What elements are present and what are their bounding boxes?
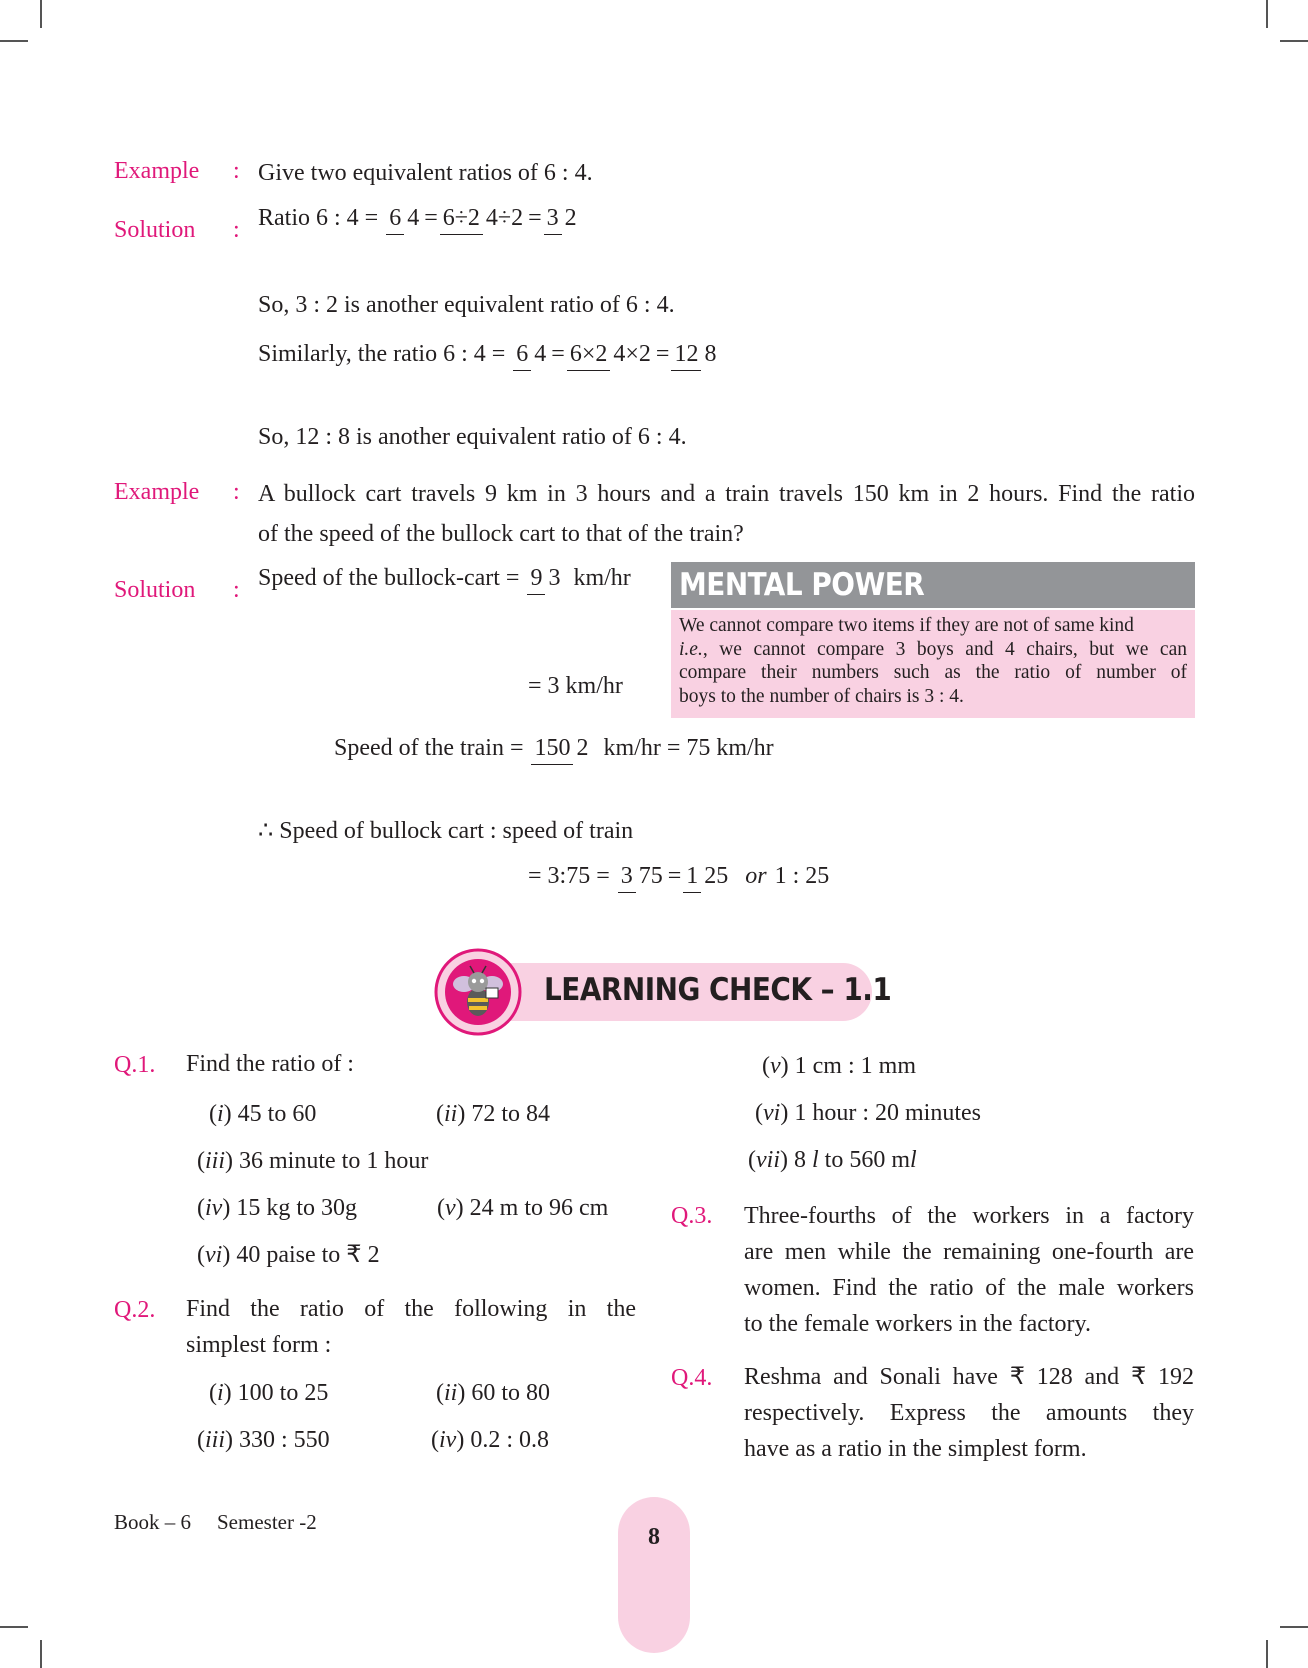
- learning-check-title: LEARNING CHECK – 1.1: [544, 972, 892, 1008]
- colon: :: [233, 577, 240, 603]
- footer-book: Book – 6: [114, 1510, 192, 1534]
- solution-label: Solution: [114, 217, 196, 243]
- question-text: [186, 1291, 636, 1363]
- crop-mark: [1280, 1626, 1308, 1628]
- equation-prefix: Speed of the bullock-cart =: [258, 565, 520, 591]
- fraction: 3 2: [544, 202, 580, 235]
- crop-mark: [40, 0, 42, 28]
- fraction: 6 4: [386, 202, 422, 235]
- fraction: 6×2 4×2: [567, 338, 654, 371]
- equation-suffix: 1 : 25: [774, 863, 830, 889]
- solution-text: ∴ Speed of bullock cart : speed of train: [258, 818, 634, 844]
- equation-prefix: = 3:75 =: [528, 863, 610, 889]
- example-text: Give two equivalent ratios of 6 : 4.: [258, 160, 593, 186]
- solution-text: So, 12 : 8 is another equivalent ratio of 6 : 4.: [258, 424, 687, 450]
- fraction: 150 2: [531, 732, 591, 765]
- example-text-line: [258, 479, 1195, 509]
- fraction: 6÷2 4÷2: [440, 202, 526, 235]
- text-line: have as a ratio in the simplest form.: [744, 1436, 1087, 1462]
- page-number: 8: [648, 1524, 660, 1550]
- fraction: 6 4: [513, 338, 549, 371]
- question-text: Find the ratio of :: [186, 1051, 354, 1077]
- text-line: are men while the remaining one-fourth are: [744, 1239, 1194, 1265]
- question-subitem: (vii) 8 l to 560 ml: [748, 1147, 917, 1173]
- question-subitem: (iv) 0.2 : 0.8: [431, 1427, 549, 1453]
- question-subitem: (vi) 1 hour : 20 minutes: [755, 1100, 981, 1126]
- question-subitem: (v) 24 m to 96 cm: [437, 1195, 609, 1221]
- page-number-tab: [618, 1497, 690, 1653]
- equals-sign: =: [424, 205, 438, 231]
- mental-power-header: [671, 562, 1195, 608]
- question-subitem: (iii) 330 : 550: [197, 1427, 330, 1453]
- example-label: Example: [114, 158, 200, 184]
- equation-suffix: km/hr = 75 km/hr: [603, 735, 774, 761]
- solution-equation: [334, 732, 774, 765]
- text-line: to the female workers in the factory.: [744, 1311, 1091, 1337]
- solution-equation: [258, 202, 582, 235]
- equals-sign: =: [551, 341, 565, 367]
- question-subitem: (ii) 72 to 84: [436, 1101, 551, 1127]
- text-line: women. Find the ratio of the male workers: [744, 1275, 1194, 1301]
- crop-mark: [40, 1640, 42, 1668]
- text-line: Three-fourths of the workers in a factory: [744, 1203, 1194, 1229]
- question-label: Q.3.: [671, 1203, 713, 1229]
- colon: :: [233, 479, 240, 505]
- equals-sign: =: [528, 205, 542, 231]
- mental-power-box: [671, 610, 1195, 718]
- question-subitem: (i) 100 to 25: [209, 1380, 329, 1406]
- question-label: Q.1.: [114, 1052, 156, 1078]
- mental-power-text-line: We cannot compare two items if they are not of same kind: [679, 615, 1134, 636]
- mental-power-text-line: compare their numbers such as the ratio of number of: [679, 662, 1187, 683]
- text-line: respectively. Express the amounts they: [744, 1400, 1194, 1426]
- text-line: Reshma and Sonali have ₹ 128 and ₹ 192: [744, 1364, 1194, 1390]
- crop-mark: [0, 1626, 28, 1628]
- equation-prefix: Similarly, the ratio 6 : 4 =: [258, 341, 506, 367]
- question-subitem: (vi) 40 paise to ₹ 2: [197, 1242, 380, 1268]
- footer-semester: Semester -2: [217, 1510, 317, 1534]
- unit: km/hr: [573, 565, 631, 591]
- solution-label: Solution: [114, 577, 196, 603]
- solution-equation: [528, 860, 829, 893]
- question-subitem: (ii) 60 to 80: [436, 1380, 551, 1406]
- solution-text: So, 3 : 2 is another equivalent ratio of 6 : 4.: [258, 292, 675, 318]
- question-subitem: (v) 1 cm : 1 mm: [762, 1053, 916, 1079]
- text-line: simplest form :: [186, 1332, 332, 1358]
- crop-mark: [1266, 0, 1268, 28]
- question-subitem: (iv) 15 kg to 30g: [197, 1195, 357, 1221]
- mental-power-title: MENTAL POWER: [671, 562, 1195, 608]
- equation-prefix: Ratio 6 : 4 =: [258, 205, 379, 231]
- text-line: A bullock cart travels 9 km in 3 hours and a train travels 150 km in 2 hours. Find the ratio: [258, 481, 1195, 507]
- crop-mark: [1280, 40, 1308, 42]
- equals-sign: =: [667, 863, 682, 889]
- mental-power-text-line: i.e., we cannot compare 3 boys and 4 chairs, but we can: [679, 638, 1187, 660]
- fraction: 3 75: [618, 860, 666, 893]
- fraction: 1 25: [683, 860, 731, 893]
- question-text: [744, 1359, 1194, 1467]
- equation-prefix: Speed of the train =: [334, 735, 524, 761]
- question-text: [744, 1198, 1194, 1342]
- solution-equation: [258, 338, 721, 371]
- question-label: Q.2.: [114, 1297, 156, 1323]
- mental-power-text-line: boys to the number of chairs is 3 : 4.: [679, 685, 964, 707]
- text-line: Find the ratio of the following in the: [186, 1296, 636, 1322]
- question-subitem: (iii) 36 minute to 1 hour: [197, 1148, 429, 1174]
- solution-text: = 3 km/hr: [528, 673, 623, 699]
- solution-equation: [258, 562, 631, 595]
- question-subitem: (i) 45 to 60: [209, 1101, 317, 1127]
- equals-sign: =: [655, 341, 670, 367]
- fraction: 12 8: [671, 338, 719, 371]
- example-label: Example: [114, 479, 200, 505]
- colon: :: [233, 158, 240, 184]
- colon: :: [233, 217, 240, 243]
- or-word: or: [745, 863, 767, 889]
- crop-mark: [1266, 1640, 1268, 1668]
- crop-mark: [0, 40, 28, 42]
- example-text-line: of the speed of the bullock cart to that of the train?: [258, 521, 744, 547]
- fraction: 9 3: [527, 562, 563, 595]
- bee-mascot-icon: [434, 948, 522, 1036]
- question-label: Q.4.: [671, 1365, 713, 1391]
